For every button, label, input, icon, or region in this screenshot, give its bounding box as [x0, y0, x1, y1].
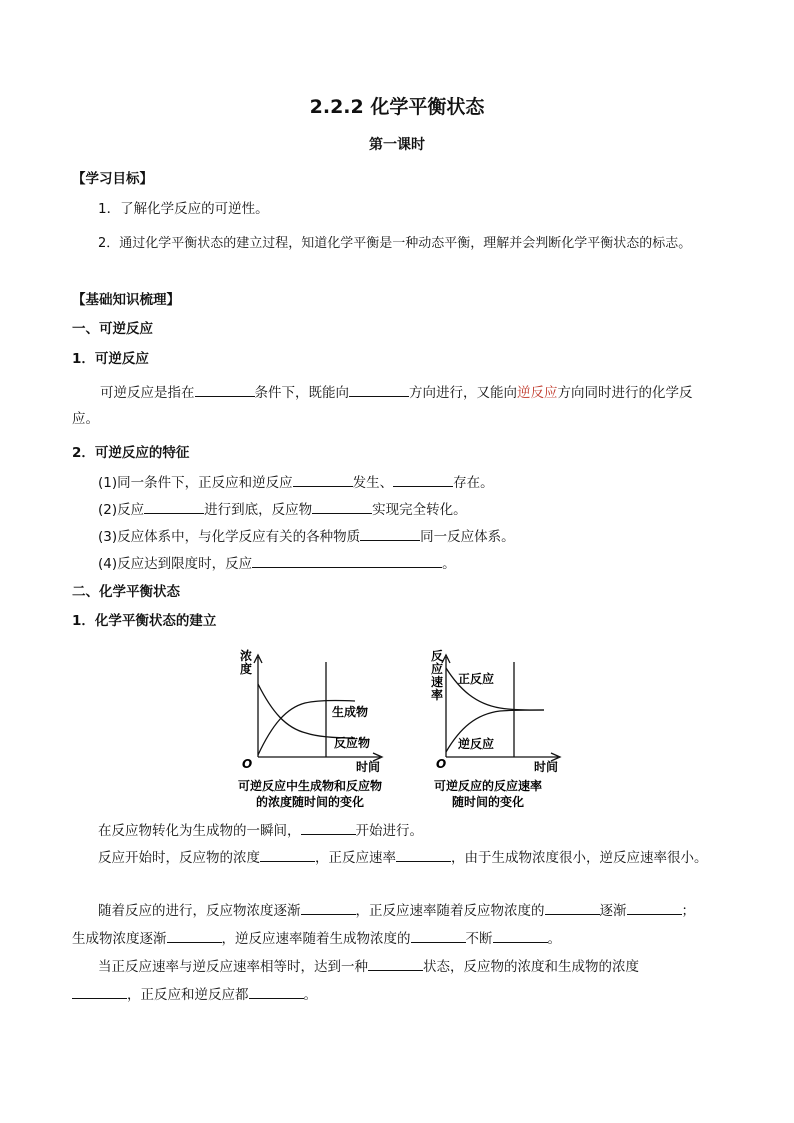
figure-caption-line-1: 可逆反应中生成物和反应物 — [237, 779, 383, 793]
section-1-title: 一、可逆反应 — [72, 321, 153, 337]
reverse-reaction-label: 逆反应 — [458, 737, 495, 751]
blank — [301, 821, 356, 835]
basics-heading: 【基础知识梳理】 — [72, 292, 180, 308]
y-axis-label-3: 速 — [431, 675, 444, 689]
feature-4: (4)反应达到限度时，反应 。 — [98, 556, 456, 572]
feature-1: (1)同一条件下，正反应和逆反应 发生、 存在。 — [98, 475, 494, 491]
page-subtitle: 第一课时 — [369, 137, 425, 153]
figure-caption-line-2: 的浓度随时间的变化 — [255, 795, 365, 809]
origin-label: O — [242, 757, 253, 771]
figure-caption-line-1: 可逆反应的反应速率 — [433, 779, 543, 793]
origin-label: O — [436, 757, 447, 771]
blank — [167, 929, 222, 943]
figure-caption-line-2: 随时间的变化 — [451, 795, 525, 809]
y-axis-label-4: 率 — [431, 688, 444, 702]
subsection-3-title: 1．化学平衡状态的建立 — [72, 613, 217, 629]
reactant-label: 反应物 — [334, 736, 371, 750]
subsection-1-title: 1．可逆反应 — [72, 351, 149, 367]
highlight-text: 逆反应 — [517, 385, 558, 401]
feature-3: (3)反应体系中，与化学反应有关的各种物质 同一反应体系。 — [98, 529, 515, 545]
objective-item-1: 1．了解化学反应的可逆性。 — [98, 201, 269, 217]
process-line-4: 生成物浓度逐渐 ，逆反应速率随着生成物浓度的 不断 。 — [72, 931, 561, 947]
blank — [493, 929, 548, 943]
objectives-heading: 【学习目标】 — [72, 171, 153, 187]
blank — [396, 848, 451, 862]
paragraph-reversible-definition: 可逆反应是指在 条件下，既能向 方向进行，又能向逆反应方向同时进行的化学反 — [100, 385, 693, 401]
blank — [249, 985, 304, 999]
product-label: 生成物 — [332, 705, 369, 719]
blank — [260, 848, 315, 862]
process-line-5: 当正反应速率与逆反应速率相等时，达到一种 状态，反应物的浓度和生成物的浓度 — [98, 959, 639, 975]
paragraph-reversible-definition-cont: 应。 — [72, 411, 99, 427]
blank — [72, 985, 127, 999]
process-line-3: 随着反应的进行，反应物浓度逐渐 ，正反应速率随着反应物浓度的 逐渐 ； — [98, 903, 695, 919]
feature-2: (2)反应 进行到底，反应物 实现完全转化。 — [98, 502, 467, 518]
process-line-6: ，正反应和逆反应都 。 — [72, 985, 317, 1004]
y-axis-label-1: 反 — [431, 649, 444, 663]
blank — [301, 901, 356, 915]
y-axis-label-2: 应 — [431, 662, 444, 676]
objective-item-2: 2．通过化学平衡状态的建立过程，知道化学平衡是一种动态平衡，理解并会判断化学平衡状态的标志。 — [98, 236, 692, 251]
blank — [411, 929, 466, 943]
blank — [545, 901, 600, 915]
y-axis-label-2: 度 — [240, 662, 253, 676]
y-axis-label-1: 浓 — [240, 649, 253, 663]
subsection-2-title: 2．可逆反应的特征 — [72, 445, 190, 461]
process-line-2: 反应开始时，反应物的浓度 ，正反应速率 ，由于生成物浓度很小，逆反应速率很小。 — [98, 850, 708, 866]
x-axis-label: 时间 — [356, 760, 381, 774]
page-title: 2.2.2 化学平衡状态 — [309, 96, 485, 118]
forward-reaction-label: 正反应 — [458, 672, 495, 686]
blank — [627, 901, 682, 915]
x-axis-label: 时间 — [534, 760, 559, 774]
section-2-title: 二、化学平衡状态 — [72, 584, 180, 600]
blank — [368, 957, 423, 971]
process-line-1: 在反应物转化为生成物的一瞬间， 开始进行。 — [98, 823, 423, 839]
